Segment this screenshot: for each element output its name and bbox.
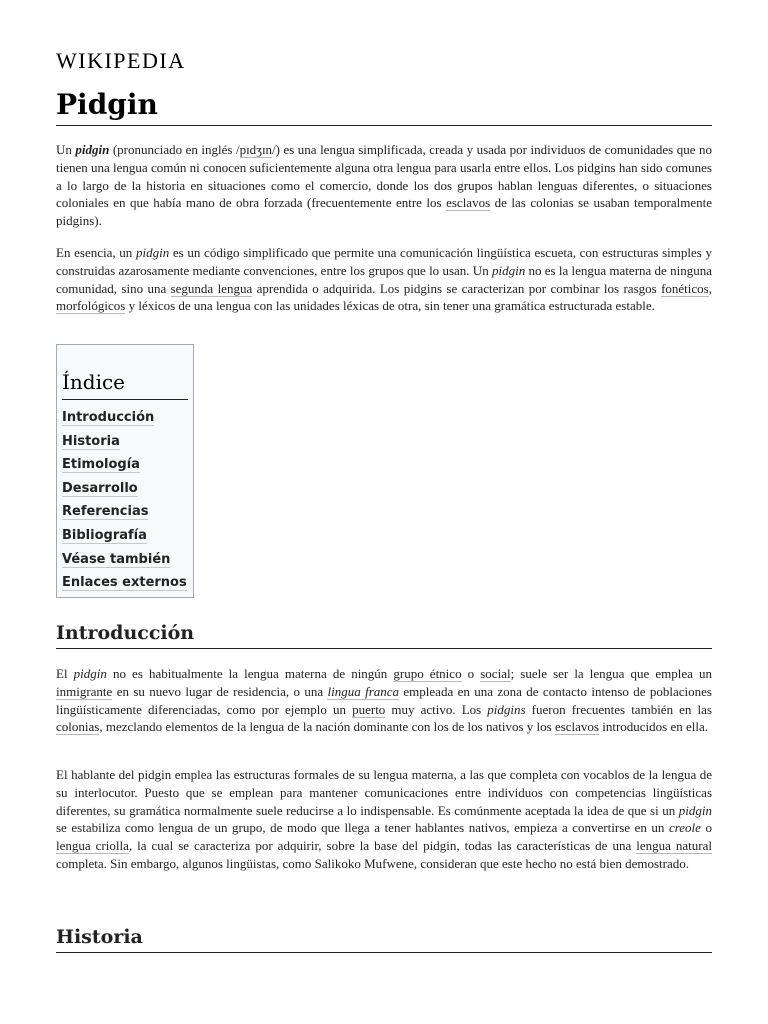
lead-paragraph-1 [56, 141, 712, 230]
term-pidgin: pidgin [678, 802, 712, 818]
text: es un código simplificado que permite una comunicación lingüística escueta, con estructuras simples y construidas azarosamente mediante convenciones, entre los grupos que lo usan. Un [56, 245, 712, 278]
term-pidgin: pidgin [73, 666, 107, 681]
link-foneticos[interactable]: fonéticos [661, 280, 709, 296]
text: muy activo. Los [385, 701, 488, 717]
toc-title: Índice [62, 369, 188, 400]
introduccion-paragraph-1-wrap [56, 665, 712, 736]
ipa-link[interactable]: pɪdʒɪn [239, 142, 273, 157]
text: fueron frecuentes también en las [525, 701, 712, 717]
link-lengua-criolla[interactable]: lengua criolla [56, 838, 129, 854]
term-pidgin: pidgin [491, 262, 526, 278]
section-heading-introduccion: Introducción [56, 620, 712, 649]
text: introducidos en ella. [598, 719, 709, 735]
toc-item-label: Historia [62, 433, 120, 449]
link-esclavos[interactable]: esclavos [554, 719, 599, 735]
link-inmigrante[interactable]: inmigrante [56, 683, 113, 699]
text: El hablante del pidgin emplea las estructuras formales de su lengua materna, a las que completa con vocablos de la lengua de su interlocutor. Puesto que se emplean para mantener comunicaciones entre individuos con competencias lingüísticas diferentes, su gramática normalmente suele reducirse a lo indispensable. Es comúnmente aceptada la idea de que si un [56, 767, 712, 818]
text: El [56, 666, 74, 681]
toc-item-enlaces-externos[interactable] [62, 571, 188, 595]
toc-list [62, 406, 188, 595]
text: no es la lengua materna de ninguna comunidad, sino una [56, 262, 712, 296]
link-social[interactable]: social [480, 666, 511, 681]
introduccion-paragraph-1 [56, 665, 712, 736]
toc-item-etimologia[interactable] [62, 453, 188, 477]
toc-item-label: Bibliografía [62, 527, 147, 543]
text: completa. Sin embargo, algunos lingüistas, como Salikoko Mufwene, consideran que este hecho no está bien demostrado. [56, 855, 690, 871]
text: (pronunciado en inglés / [109, 142, 240, 157]
text: o [700, 820, 712, 836]
toc-item-introduccion[interactable] [62, 406, 188, 430]
section-heading-historia: Historia [56, 924, 712, 953]
term-pidgin: pidgin [135, 245, 170, 260]
link-lingua-franca-label: lingua franca [327, 683, 400, 699]
text: ; suele ser la lengua que emplea un [510, 666, 712, 681]
text: de las colonias se usaban temporalmente pidgins). [56, 195, 712, 229]
text: , mezclando elementos de la lengua de la nación dominante con los de los nativos y los [99, 719, 555, 735]
toc-item-referencias[interactable] [62, 500, 188, 524]
text: /) es una lengua simplificada, creada y usada por individuos de comunidades que no tienen una lengua común ni conocen suficientemente alguna otra lengua para usarla entre ellos. Los pidgins han sido comunes a lo largo de la historia en situaciones como el comercio, donde los dos grupos hablan lenguas diferentes, o situaciones coloniales en que había mano de obra forzada (frecuentemente entre los [56, 142, 712, 211]
term-pidgin: pidgin [75, 142, 110, 157]
toc-item-historia[interactable] [62, 430, 188, 454]
link-esclavos[interactable]: esclavos [446, 195, 491, 211]
text: en su nuevo lugar de residencia, o una [112, 683, 328, 699]
term-creole: creole [668, 820, 701, 836]
page-title: Pidgin [56, 86, 712, 126]
table-of-contents [56, 344, 194, 598]
text: se estabiliza como lengua de un grupo, de modo que llega a tener hablantes nativos, empieza a convertirse en un [56, 820, 669, 836]
text: aprendida o adquirida. Los pidgins se caracterizan por combinar los rasgos [252, 280, 662, 296]
toc-item-label: Desarrollo [62, 480, 138, 496]
lead-paragraph-2-wrap [56, 244, 712, 315]
text: empleada en una zona de contacto intenso de poblaciones lingüísticamente diferenciadas, como por ejemplo un [56, 683, 712, 717]
term-pidgins: pidgins [487, 701, 526, 717]
text: no es habitualmente la lengua materna de ningún [106, 666, 394, 681]
link-puerto[interactable]: puerto [352, 701, 386, 717]
lead-paragraph-2 [56, 244, 712, 315]
link-colonias[interactable]: colonias [56, 719, 100, 735]
toc-item-desarrollo[interactable] [62, 477, 188, 501]
text: o [461, 666, 481, 681]
text: y léxicos de una lengua con las unidades léxicas de otra, sin tener una gramática estructurada estable. [125, 298, 655, 314]
toc-item-label: Véase también [62, 551, 171, 567]
text: En esencia, un [56, 245, 136, 260]
link-segunda-lengua[interactable]: segunda lengua [170, 280, 253, 296]
wikipedia-wordmark[interactable]: WIKIPEDIA [56, 48, 186, 73]
introduccion-paragraph-2 [56, 766, 712, 873]
link-grupo-etnico[interactable]: grupo étnico [393, 666, 462, 681]
introduccion-paragraph-2-wrap [56, 766, 712, 873]
toc-item-vease-tambien[interactable] [62, 548, 188, 572]
toc-item-label: Enlaces externos [62, 575, 187, 591]
lead-paragraph-1-wrap [56, 141, 712, 230]
link-lengua-natural[interactable]: lengua natural [636, 838, 712, 854]
toc-item-label: Etimología [62, 457, 140, 473]
text: , la cual se caracteriza por adquirir, sobre la base del pidgin, todas las características de una [128, 838, 637, 854]
toc-item-bibliografia[interactable] [62, 524, 188, 548]
link-morfologicos[interactable]: morfológicos [56, 298, 126, 314]
link-lingua-franca[interactable] [327, 684, 399, 700]
text: , [708, 280, 712, 296]
text: Un [56, 142, 76, 157]
toc-item-label: Referencias [62, 504, 149, 520]
toc-item-label: Introducción [62, 410, 155, 425]
